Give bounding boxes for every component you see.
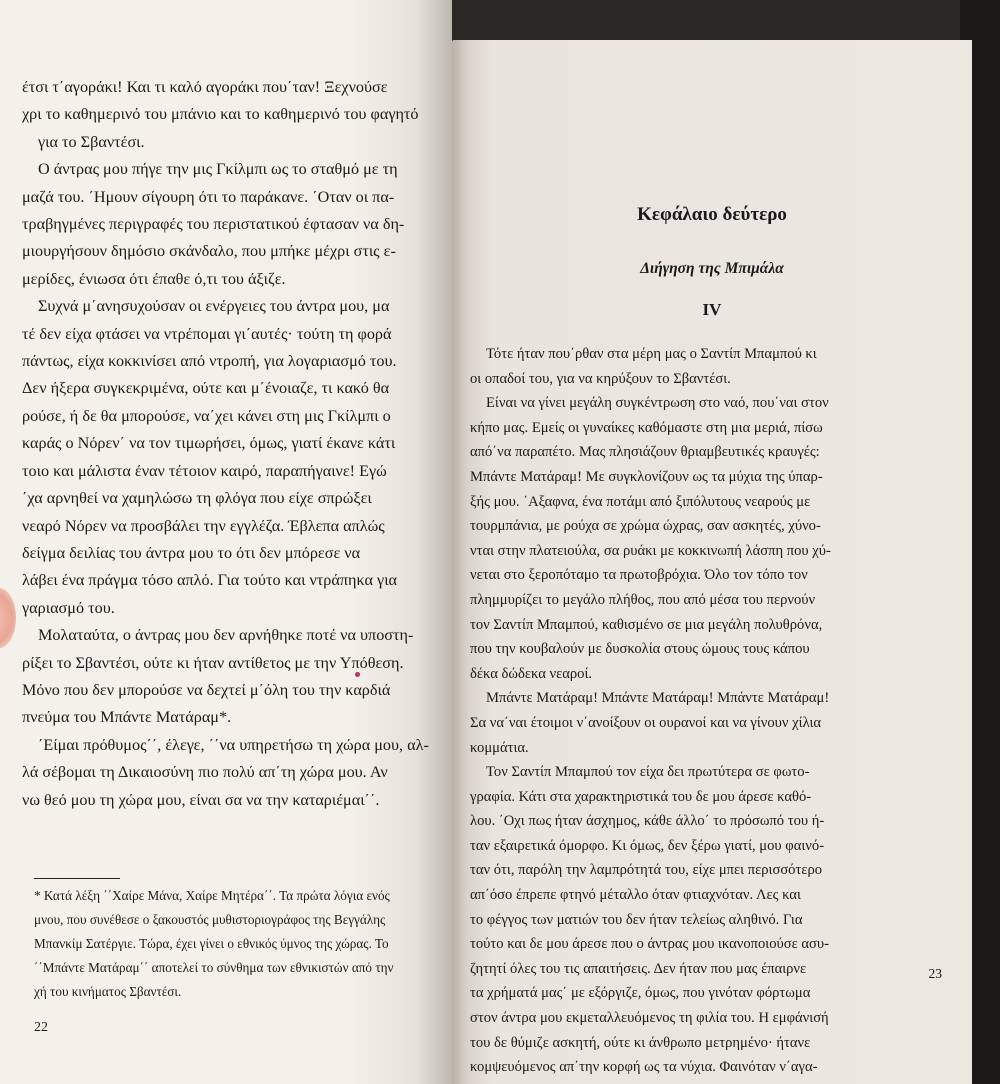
text-line: ρούσε, ή δε θα μπορούσε, να΄χει κάνει στη μις Γκίλμπι ο <box>22 406 391 425</box>
text-line: κομψευόμενος απ΄την κορφή ως τα νύχια. Φαινόταν ν΄αγα- <box>470 1059 818 1076</box>
text-line: Μόνο που δεν μπορούσε να δεχτεί μ΄όλη του την καρδιά <box>22 680 391 699</box>
text-line: ζητητί όλες του τις απαιτήσεις. Δεν ήταν που μας έπαιρνε <box>470 960 807 977</box>
text-line: δείγμα δειλίας του άντρα μου το ότι δεν μπόρεσε να <box>22 543 361 562</box>
text-line: μαζά του. ΄Ημουν σίγουρη ότι το παράκανε. ΄Οταν οι πα- <box>22 187 395 206</box>
left-page <box>0 0 452 1084</box>
text-line: του δε θύμιζε ασκητή, ούτε κι άνθρωπο μετρημένο· ήτανε <box>470 1034 811 1051</box>
text-line: χρι το καθημερινό του μπάνιο και το καθημερινό του φαγητό <box>22 105 419 124</box>
text-line: κομμάτια. <box>470 739 529 756</box>
section-number: IV <box>702 300 722 319</box>
text-line: νται στην πλατειούλα, σα ρυάκι με κοκκινωπή λάσπη που χύ- <box>470 542 831 559</box>
right-page <box>452 40 972 1084</box>
text-line: που την κουβαλούν με δυσκολία στους ώμους τους κάπου <box>470 641 810 658</box>
chapter-subtitle: Διήγηση της Μπιμάλα <box>640 260 784 277</box>
footnote <box>34 884 452 1004</box>
footnote-line: ΄΄Μπάντε Ματάραμ΄΄ αποτελεί το σύνθημα των εθνικιστών από την <box>34 960 394 975</box>
text-line: νω θεό μου τη χώρα μου, είναι σα να την καταριέμαι΄΄. <box>22 790 380 809</box>
text-line: λου. ΄Οχι πως ήταν άσχημος, κάθε άλλο΄ το πρόσωπό του ή- <box>470 813 825 830</box>
text-line: μερίδες, ένιωσα ότι έπαθε ό,τι του άξιζε. <box>22 269 286 288</box>
text-line: οι οπαδοί του, για να κηρύξουν το Σβαντέσι. <box>470 370 731 387</box>
text-line: μιουργήσουν δημόσιο σκάνδαλο, που μπήκε μέχρι στις ε- <box>22 242 396 261</box>
text-line: Συχνά μ΄ανησυχούσαν οι ενέργειες του άντρα μου, μα <box>38 297 390 316</box>
text-line: απ΄όσο έπρεπε φτηνό μέταλλο όταν φτιαχνόταν. Λες και <box>470 887 801 904</box>
left-page-body <box>22 74 452 814</box>
text-line: πάντως, είχα κοκκινίσει από ντροπή, για λογαριασμό του. <box>22 352 397 371</box>
text-line: τουρμπάνια, με ρούχα σε χρώμα ώχρας, σαν ασκητές, χύνο- <box>470 518 821 535</box>
text-line: γραφία. Κάτι στα χαρακτηριστικά του δε μου άρεσε καθό- <box>470 788 812 805</box>
text-line: Σα να΄ναι έτοιμοι ν΄ανοίξουν οι ουρανοί και να γίνουν χίλια <box>470 714 822 731</box>
text-line: ρίξει το Σβαντέσι, ούτε κι ήταν αντίθετος με την Υπόθεση. <box>22 653 404 672</box>
text-line: Είναι να γίνει μεγάλη συγκέντρωση στο ναό, που΄ναι στον <box>486 395 829 412</box>
text-line: από΄να παραπέτο. Μας πλησιάζουν θριαμβευτικές κραυγές: <box>470 444 820 461</box>
footnote-line: * Κατά λέξη ΄΄Χαίρε Μάνα, Χαίρε Μητέρα΄΄. Τα πρώτα λόγια ενός <box>34 888 390 903</box>
text-line: τοιο και μάλιστα έναν τέτοιον καιρό, παραπήγαινε! Εγώ <box>22 461 387 480</box>
text-line: Δεν ήξερα συγκεκριμένα, ούτε και μ΄ένοιαζε, τι κακό θα <box>22 379 390 398</box>
text-line: ταν εξαιρετικά όμορφο. Κι όμως, δεν ξέρω γιατί, μου φαινό- <box>470 837 825 854</box>
chapter-title: Κεφάλαιο δεύτερο <box>637 204 787 225</box>
text-line: ταν ότι, παρόλη την λαμπρότητά του, είχε μπει περισσότερο <box>470 862 823 879</box>
text-line: πλημμυρίζει το μεγάλο πλήθος, που από μέσα του περνούν <box>470 591 816 608</box>
text-line: νεται στο ξεροπόταμο τα πρωτοβρόχια. Όλο τον τόπο τον <box>470 567 808 584</box>
text-line: ξής μου. ΄Αξαφνα, ένα ποτάμι από ξιπόλυτους νεαρούς με <box>470 493 811 510</box>
footnote-line: μνου, που συνέθεσε ο ξακουστός μυθιστοριογράφος της Βεγγάλης <box>34 912 386 927</box>
text-line: πνεύμα του Μπάντε Ματάραμ*. <box>22 708 232 727</box>
text-line: τέ δεν είχα φτάσει να ντρέπομαι γι΄αυτές· τούτη τη φορά <box>22 324 392 343</box>
text-line: γαριασμό του. <box>22 598 115 617</box>
text-line: στον άντρα μου εκμεταλλευόμενος τη φιλία του. Η εμφάνισή <box>470 1010 829 1027</box>
text-line: τον Σαντίπ Μπαμπού, καθισμένο σε μια μεγάλη πολυθρόνα, <box>470 616 823 633</box>
text-line: ΄Είμαι πρόθυμος΄΄, έλεγε, ΄΄να υπηρετήσω τη χώρα μου, αλ- <box>38 735 429 754</box>
text-line: έτσι τ΄αγοράκι! Και τι καλό αγοράκι που΄ταν! Ξεχνούσε <box>22 78 388 96</box>
text-line: Μπάντε Ματάραμ! Μπάντε Ματάραμ! Μπάντε Ματάραμ! <box>486 690 830 707</box>
text-line: Ο άντρας μου πήγε την μις Γκίλμπι ως το σταθμό με τη <box>38 160 398 179</box>
page-number-right: 23 <box>928 966 942 981</box>
page-number-left: 22 <box>34 1020 48 1035</box>
text-line: τραβηγμένες περιγραφές του περιστατικού έφτασαν να δη- <box>22 215 405 234</box>
text-line: για το Σβαντέσι. <box>38 132 145 151</box>
text-line: Τότε ήταν που΄ρθαν στα μέρη μας ο Σαντίπ Μπαμπού κι <box>486 346 817 362</box>
text-line: λάβει ένα πράγμα τόσο απλό. Για τούτο και ντράπηκα για <box>22 571 398 590</box>
text-line: Τον Σαντίπ Μπαμπού τον είχα δει πρωτύτερα σε φωτο- <box>486 764 810 781</box>
text-line: ΄χα αρνηθεί να χαμηλώσω τη φλόγα που είχε σπρώξει <box>22 489 372 508</box>
text-line: κήπο μας. Εμείς οι γυναίκες καθόμαστε στη μια μεριά, πίσω <box>470 419 823 436</box>
ink-mark <box>355 672 360 677</box>
text-line: Μπάντε Ματάραμ! Με συγκλονίζουν ως τα μύχια της ύπαρ- <box>470 468 823 485</box>
text-line: λά σέβομαι τη Δικαιοσύνη πιο πολύ απ΄τη χώρα μου. Αν <box>22 763 388 782</box>
footnote-divider <box>34 878 120 879</box>
footnote-line: χή του κινήματος Σβαντέσι. <box>34 984 182 999</box>
text-line: Μολαταύτα, ο άντρας μου δεν αρνήθηκε ποτέ να υποστη- <box>38 626 414 645</box>
text-line: τα χρήματά μας΄ με εξόργιζε, όμως, που γινόταν φόρτωμα <box>470 985 811 1002</box>
text-line: τούτο και δε μου άρεσε που ο άντρας μου ικανοποιούσε ασυ- <box>470 936 829 953</box>
right-page-body <box>470 342 962 1080</box>
text-line: δέκα δώδεκα νεαροί. <box>470 665 593 682</box>
text-line: νεαρό Νόρεν να προσβάλει την εγγλέζα. Έβλεπα απλώς <box>22 516 385 535</box>
footnote-line: Μπανκίμ Σατέργιε. Τώρα, έχει γίνει ο εθνικός ύμνος της χώρας. Το <box>34 936 389 951</box>
text-line: το φέγγος των ματιών του δεν ήταν τελείως αληθινό. Για <box>470 911 803 928</box>
text-line: καράς ο Νόρεν΄ να τον τιμωρήσει, όμως, γιατί έκανε κάτι <box>22 434 396 453</box>
